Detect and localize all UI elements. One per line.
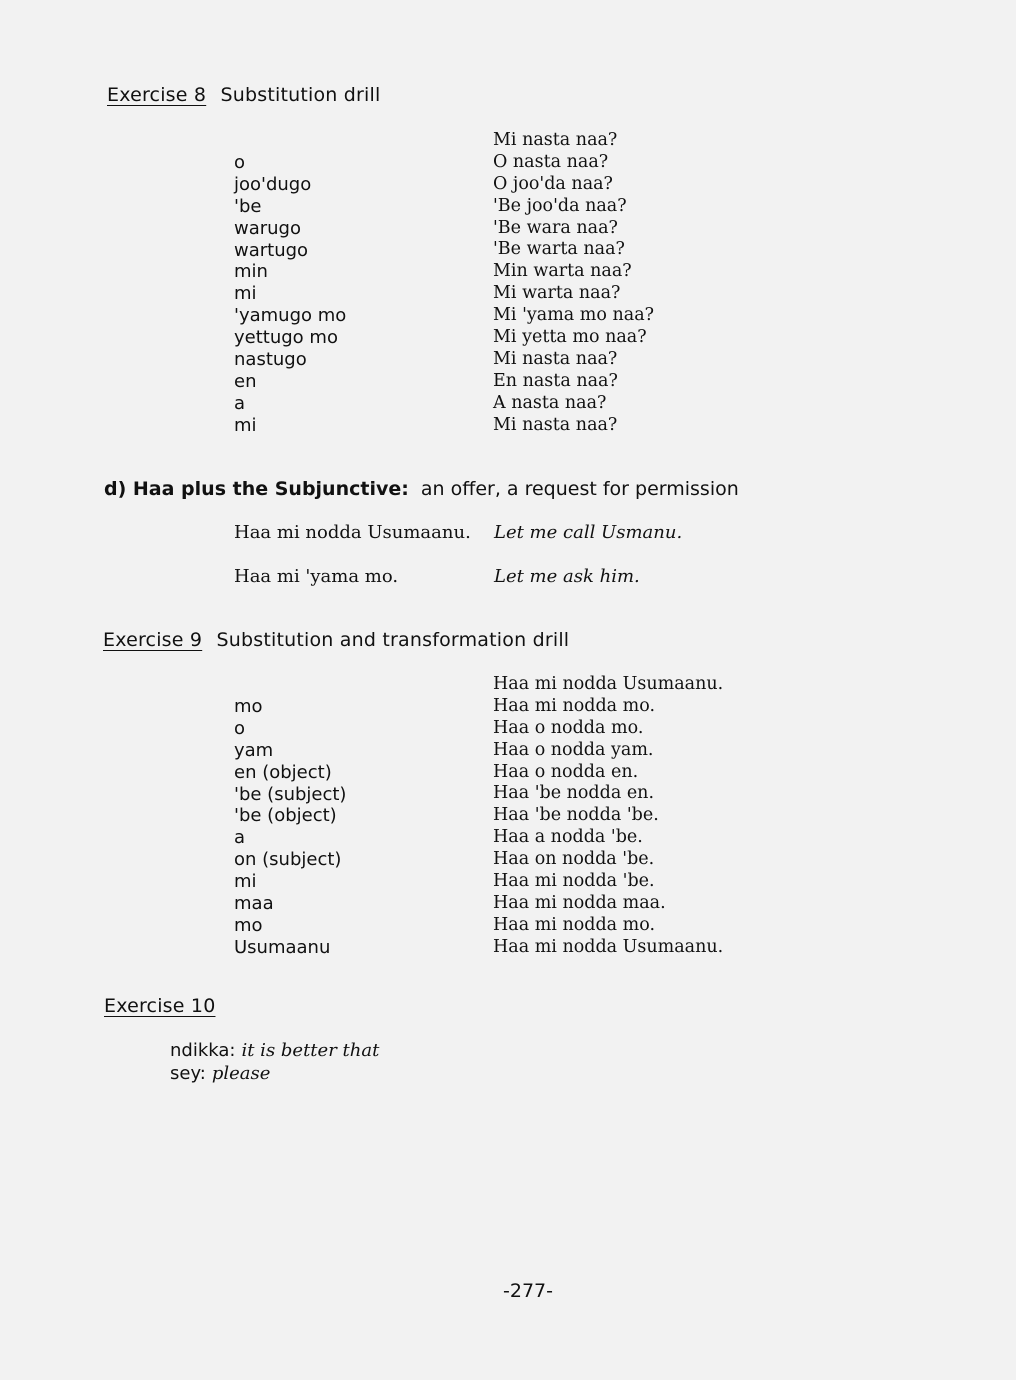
response: Haa o nodda mo. xyxy=(493,717,644,738)
cue: 'be xyxy=(234,195,262,217)
page-number: -277- xyxy=(503,1280,553,1302)
response: 'Be wara naa? xyxy=(493,217,618,238)
cue: yam xyxy=(234,739,274,761)
cue: a xyxy=(234,392,246,414)
exercise-8-cues xyxy=(234,152,346,437)
vocab-gloss: it is better that xyxy=(241,1040,380,1061)
exercise-9-title: Substitution and transformation drill xyxy=(216,629,570,651)
exercise-8-label: Exercise 8 xyxy=(107,84,207,106)
cue: warugo xyxy=(234,217,301,239)
example-gloss: Let me call Usmanu. xyxy=(494,522,683,543)
response: Mi nasta naa? xyxy=(493,348,618,369)
response: O joo'da naa? xyxy=(493,173,613,194)
cue: maa xyxy=(234,893,274,915)
cue: 'yamugo mo xyxy=(234,305,347,327)
example-hausa: Haa mi 'yama mo. xyxy=(234,566,399,587)
exercise-9-responses xyxy=(493,674,723,959)
example-hausa: Haa mi nodda Usumaanu. xyxy=(234,522,471,543)
vocab-term: ndikka: xyxy=(170,1040,236,1061)
response: A nasta naa? xyxy=(493,392,607,413)
response: Mi nasta naa? xyxy=(493,130,618,150)
response: O nasta naa? xyxy=(493,151,609,172)
exercise-8-title: Substitution drill xyxy=(220,84,381,106)
exercise-9-label: Exercise 9 xyxy=(103,629,203,651)
response: Mi 'yama mo naa? xyxy=(493,305,655,326)
example-gloss-row xyxy=(494,566,640,587)
cue: nastugo xyxy=(234,349,307,371)
exercise-10-label: Exercise 10 xyxy=(104,995,216,1017)
vocab-entry xyxy=(170,1063,270,1084)
response: Haa mi nodda mo. xyxy=(493,914,656,935)
cue: min xyxy=(234,261,268,283)
cue: mi xyxy=(234,283,257,305)
cue: mo xyxy=(234,914,263,936)
response: Haa 'be nodda en. xyxy=(493,783,655,804)
example-gloss-row xyxy=(494,522,682,543)
response: Haa mi nodda mo. xyxy=(493,695,656,716)
cue: o xyxy=(234,152,246,173)
vocab-term: sey: xyxy=(170,1063,206,1084)
response: Haa mi nodda Usumaanu. xyxy=(493,936,724,957)
response: Haa o nodda yam. xyxy=(493,739,654,760)
exercise-10-heading xyxy=(104,995,215,1017)
response: Mi warta naa? xyxy=(493,283,621,304)
cue: joo'dugo xyxy=(234,173,312,195)
section-d-bold: d) Haa plus the Subjunctive: xyxy=(104,478,409,500)
cue: 'be (object) xyxy=(234,805,337,827)
vocab-gloss: please xyxy=(211,1063,271,1084)
response: Haa 'be nodda 'be. xyxy=(493,805,659,826)
vocab-entry xyxy=(170,1040,379,1061)
example-row xyxy=(234,566,398,587)
cue: mo xyxy=(234,696,263,717)
response: 'Be warta naa? xyxy=(493,239,625,260)
response: Mi nasta naa? xyxy=(493,414,618,435)
cue: a xyxy=(234,827,246,849)
response: Mi yetta mo naa? xyxy=(493,327,647,348)
example-gloss: Let me ask him. xyxy=(494,566,640,587)
exercise-8-responses xyxy=(493,130,654,436)
response: Haa mi nodda 'be. xyxy=(493,871,655,892)
section-d-heading xyxy=(104,478,739,500)
cue: wartugo xyxy=(234,239,309,261)
example-row xyxy=(234,522,471,543)
section-d-description: an offer, a request for permission xyxy=(420,478,739,500)
cue: 'be (subject) xyxy=(234,783,347,805)
exercise-9-heading xyxy=(103,629,569,651)
response: Min warta naa? xyxy=(493,261,632,282)
response: Haa a nodda 'be. xyxy=(493,827,643,848)
response: Haa o nodda en. xyxy=(493,761,639,782)
cue: mi xyxy=(234,414,257,436)
cue: en xyxy=(234,370,257,392)
cue: Usumaanu xyxy=(234,936,331,958)
cue: yettugo mo xyxy=(234,327,338,349)
response: Haa mi nodda maa. xyxy=(493,892,666,913)
response: Haa on nodda 'be. xyxy=(493,849,655,870)
response: En nasta naa? xyxy=(493,370,618,391)
response: 'Be joo'da naa? xyxy=(493,195,627,216)
cue: on (subject) xyxy=(234,849,342,871)
cue: mi xyxy=(234,871,257,893)
exercise-8-heading xyxy=(107,84,380,106)
response: Haa mi nodda Usumaanu. xyxy=(493,674,724,694)
exercise-9-cues xyxy=(234,696,346,959)
cue: en (object) xyxy=(234,761,332,783)
cue: o xyxy=(234,717,246,739)
